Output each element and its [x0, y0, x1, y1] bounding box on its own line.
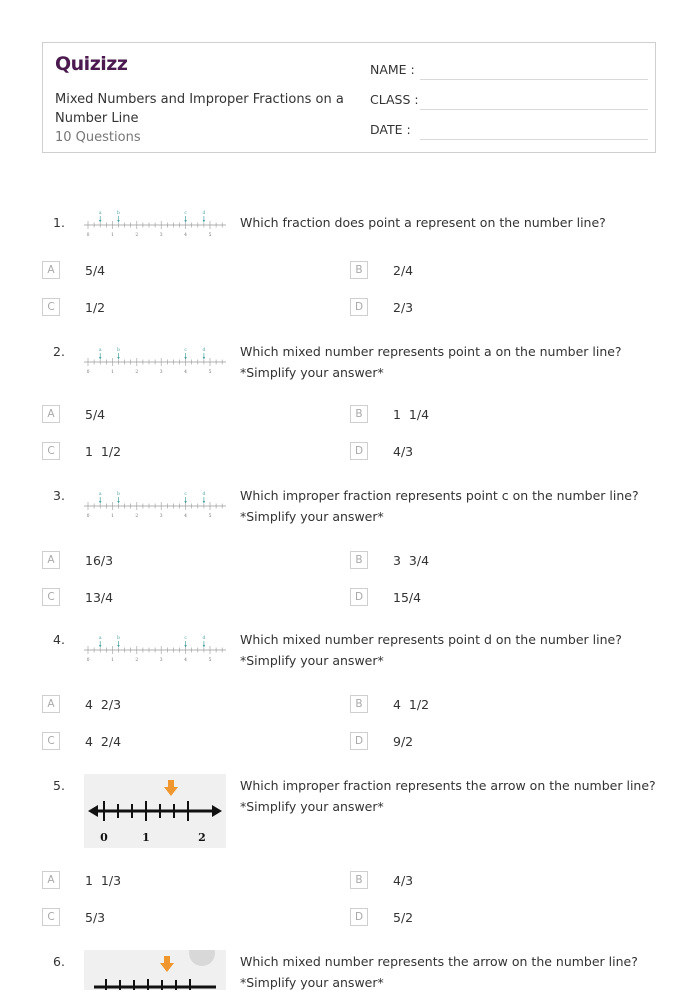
- tick-label: 0: [86, 514, 90, 518]
- option-value: 5/2: [393, 910, 414, 925]
- zoom-icon: [189, 950, 215, 966]
- name-field[interactable]: [370, 58, 648, 80]
- tick-label: 4: [184, 514, 188, 518]
- simplify-note: *Simplify your answer*: [240, 799, 384, 814]
- class-line: [420, 109, 648, 110]
- question-text: Which mixed number represents point d on the number line? *Simplify your answer*: [240, 629, 670, 671]
- point-label: b: [117, 636, 120, 641]
- tick-label: 3: [159, 233, 163, 237]
- point-label: b: [117, 492, 120, 497]
- question-number: 1.: [53, 215, 65, 230]
- option-letter: A: [42, 695, 60, 713]
- question-text: Which fraction does point a represent on the number line?: [240, 215, 606, 230]
- option-value: 9/2: [393, 734, 414, 749]
- arrow-marker-head: [160, 963, 174, 972]
- tick-label: 4: [184, 370, 188, 374]
- point-label: c: [184, 211, 187, 216]
- option-letter: D: [350, 298, 368, 316]
- point-label: c: [184, 636, 187, 641]
- date-label: DATE :: [370, 122, 411, 137]
- number-line-image: [84, 950, 226, 990]
- question-number: 3.: [53, 488, 65, 503]
- option-letter: D: [350, 442, 368, 460]
- option-value: 5/4: [85, 407, 106, 422]
- date-field[interactable]: [370, 118, 648, 140]
- option-value: 4 1/2: [393, 697, 430, 712]
- option-value: 1 1/2: [85, 444, 122, 459]
- arrow-number-line: [84, 774, 226, 848]
- number-line-image: [84, 346, 229, 374]
- option-letter: B: [350, 871, 368, 889]
- question-number: 2.: [53, 344, 65, 359]
- arrow-marker-stem: [164, 956, 170, 964]
- option-letter: C: [42, 908, 60, 926]
- point-label: a: [98, 492, 102, 497]
- point-arrowhead-icon: [117, 501, 120, 504]
- option-value: 15/4: [393, 590, 422, 605]
- arrow-marker-head: [164, 787, 178, 796]
- tick-label: 4: [184, 233, 188, 237]
- number-line-image: [84, 490, 229, 518]
- class-label: CLASS :: [370, 92, 419, 107]
- question-text: Which improper fraction represents point c on the number line? *Simplify your answer*: [240, 485, 670, 527]
- option-value: 4/3: [393, 873, 414, 888]
- option-letter: B: [350, 261, 368, 279]
- option-value: 4/3: [393, 444, 414, 459]
- point-label: b: [117, 211, 120, 216]
- option-letter: B: [350, 405, 368, 423]
- tick-label: 3: [159, 514, 163, 518]
- tick-label-2: 2: [198, 831, 206, 844]
- point-label: d: [202, 636, 206, 641]
- point-label: c: [184, 492, 187, 497]
- option-value: 1/2: [85, 300, 106, 315]
- tick-label: 0: [86, 370, 90, 374]
- option-letter: A: [42, 261, 60, 279]
- tick-label: 1: [110, 514, 114, 518]
- tick-label: 0: [86, 658, 90, 662]
- number-line-image: [84, 209, 229, 237]
- option-value: 1 1/3: [85, 873, 122, 888]
- option-letter: C: [42, 442, 60, 460]
- option-value: 5/4: [85, 263, 106, 278]
- question-text: Which mixed number represents point a on the number line? *Simplify your answer*: [240, 341, 670, 383]
- option-letter: C: [42, 298, 60, 316]
- point-label: a: [98, 211, 102, 216]
- arrow-number-line: [84, 950, 226, 990]
- question-number: 5.: [53, 778, 65, 793]
- option-letter: B: [350, 695, 368, 713]
- point-arrowhead-icon: [117, 220, 120, 223]
- tick-label: 1: [110, 370, 114, 374]
- left-arrowhead-icon: [88, 805, 98, 817]
- option-letter: D: [350, 908, 368, 926]
- question-count: 10 Questions: [55, 130, 141, 145]
- point-label: a: [98, 636, 102, 641]
- point-arrowhead-icon: [184, 357, 187, 360]
- point-arrowhead-icon: [184, 220, 187, 223]
- tick-label: 2: [135, 514, 139, 518]
- class-field[interactable]: [370, 88, 648, 110]
- simplify-note: *Simplify your answer*: [240, 509, 384, 524]
- number-line-image: [84, 634, 229, 662]
- point-label: b: [117, 348, 120, 353]
- tick-label: 2: [135, 658, 139, 662]
- option-letter: C: [42, 732, 60, 750]
- option-letter: B: [350, 551, 368, 569]
- point-arrowhead-icon: [203, 645, 206, 648]
- point-arrowhead-icon: [117, 357, 120, 360]
- option-value: 2/4: [393, 263, 414, 278]
- option-value: 5/3: [85, 910, 106, 925]
- point-arrowhead-icon: [203, 220, 206, 223]
- option-value: 4 2/3: [85, 697, 122, 712]
- tick-label: 2: [135, 233, 139, 237]
- date-line: [420, 139, 648, 140]
- point-label: d: [202, 492, 206, 497]
- option-value: 4 2/4: [85, 734, 122, 749]
- question-number: 6.: [53, 954, 65, 969]
- tick-label: 5: [208, 658, 212, 662]
- option-value: 2/3: [393, 300, 414, 315]
- tick-label: 5: [208, 370, 212, 374]
- tick-label: 0: [86, 233, 90, 237]
- option-letter: A: [42, 871, 60, 889]
- point-label: a: [98, 348, 102, 353]
- question-text: Which mixed number represents the arrow on the number line? *Simplify your answer*: [240, 951, 670, 993]
- tick-label-0: 0: [100, 831, 108, 844]
- point-label: d: [202, 348, 206, 353]
- question-text: Which improper fraction represents the arrow on the number line? *Simplify your answer*: [240, 775, 660, 817]
- tick-label-1: 1: [142, 831, 150, 844]
- name-label: NAME :: [370, 62, 415, 77]
- option-letter: D: [350, 732, 368, 750]
- tick-label: 3: [159, 370, 163, 374]
- option-letter: A: [42, 551, 60, 569]
- simplify-note: *Simplify your answer*: [240, 653, 384, 668]
- number-line-image: [84, 774, 226, 848]
- option-value: 1 1/4: [393, 407, 430, 422]
- tick-label: 1: [110, 233, 114, 237]
- point-arrowhead-icon: [99, 645, 102, 648]
- point-arrowhead-icon: [203, 357, 206, 360]
- point-arrowhead-icon: [99, 220, 102, 223]
- question-number: 4.: [53, 632, 65, 647]
- quizizz-logo: Quizizz: [55, 53, 128, 75]
- worksheet-title: Mixed Numbers and Improper Fractions on a Number Line: [55, 92, 344, 126]
- option-letter: C: [42, 588, 60, 606]
- tick-label: 3: [159, 658, 163, 662]
- point-arrowhead-icon: [203, 501, 206, 504]
- point-label: d: [202, 211, 206, 216]
- tick-label: 1: [110, 658, 114, 662]
- point-arrowhead-icon: [184, 645, 187, 648]
- arrow-marker-stem: [168, 780, 174, 788]
- option-value: 16/3: [85, 553, 114, 568]
- right-arrowhead-icon: [212, 805, 222, 817]
- point-arrowhead-icon: [117, 645, 120, 648]
- tick-label: 5: [208, 514, 212, 518]
- option-letter: D: [350, 588, 368, 606]
- simplify-note: *Simplify your answer*: [240, 975, 384, 990]
- tick-label: 4: [184, 658, 188, 662]
- option-letter: A: [42, 405, 60, 423]
- tick-label: 2: [135, 370, 139, 374]
- point-arrowhead-icon: [99, 501, 102, 504]
- simplify-note: *Simplify your answer*: [240, 365, 384, 380]
- option-value: 13/4: [85, 590, 114, 605]
- point-arrowhead-icon: [99, 357, 102, 360]
- point-label: c: [184, 348, 187, 353]
- point-arrowhead-icon: [184, 501, 187, 504]
- name-line: [420, 79, 648, 80]
- tick-label: 5: [208, 233, 212, 237]
- worksheet-header: [42, 42, 656, 153]
- option-value: 3 3/4: [393, 553, 430, 568]
